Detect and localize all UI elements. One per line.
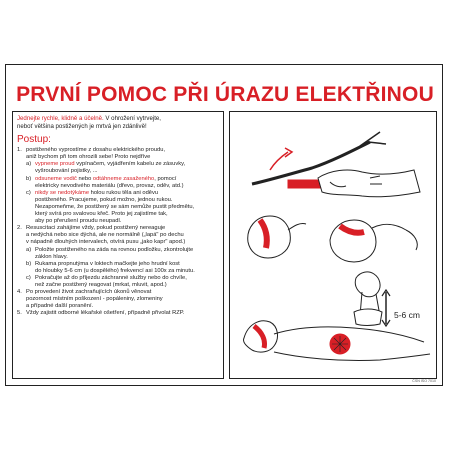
step-subitem	[26, 247, 219, 261]
subitem-highlight: vypneme proud	[35, 161, 75, 168]
subitem-highlight: odsuneme vodič	[35, 175, 77, 182]
step-text: postiženého vyprostíme z dosahu elektrického proudu,	[26, 147, 166, 154]
subitem-text: holou rukou těla ani oděvu	[89, 189, 159, 196]
step-text: a nedýchá nebo sice dýchá, ale ne normálně („lapá" po dechu	[26, 232, 184, 239]
step-text: aniž bychom při tom ohrozili sebe! Proto nejdříve	[26, 154, 151, 161]
intro-text	[17, 115, 219, 130]
subitem-text: aby po přerušení proudu neupadl.	[35, 218, 122, 225]
step-number: 4.	[17, 289, 22, 296]
postup-heading: Postup:	[17, 134, 51, 146]
depth-label: 5-6 cm	[394, 310, 420, 320]
stick-rescue-scene	[252, 132, 420, 197]
subitem-text: záklon hlavy.	[35, 253, 68, 260]
illustration-panel	[229, 111, 437, 379]
sign-title: PRVNÍ POMOC PŘI ÚRAZU ELEKTŘINOU	[16, 83, 434, 106]
subitem-highlight: nikdy se nedotýkáme	[35, 189, 90, 196]
subitem-text: Pokračujte až do příjezdu záchranné služby nebo do chvíle,	[35, 274, 187, 281]
step-text: v nápadně dlouhých intervalech, otvírá pusu „jako kapr" apod.)	[26, 239, 186, 246]
step-subitem	[26, 261, 219, 275]
subitem-text: vyšroubování pojistky, ...	[35, 168, 98, 175]
subitem-letter: b)	[26, 260, 32, 267]
step-text: a případné další poranění.	[26, 303, 94, 310]
subitem-letter: b)	[26, 175, 32, 182]
subitem-text: vypínačem, vyjádřením kabelu ze zásuvky,	[74, 161, 186, 168]
subitem-text: Položte postiženého na záda na rovnou podložku, zkontrolujte	[35, 246, 194, 253]
subitem-text: , pomocí	[154, 175, 177, 182]
step-subitem	[26, 190, 219, 225]
subitem-text: než začne postižený reagovat (mrkat, mluvit, apod.)	[35, 281, 167, 288]
subitem-text: postiženého. Pracujeme, pokud možno, jednou rukou.	[35, 196, 173, 203]
airway-scene	[248, 216, 418, 262]
subitem-highlight: odtáhneme zasaženého	[92, 175, 155, 182]
step-item	[17, 310, 219, 317]
intro-rest: V ohrožení vytrvejte,	[103, 115, 161, 122]
subitem-letter: a)	[26, 161, 32, 168]
steps-list	[17, 147, 219, 317]
instructions-panel	[12, 111, 224, 379]
warning-sign	[5, 64, 443, 386]
intro-line2: neboť většina postižených je mrtvá jen zdánlivě!	[17, 122, 147, 130]
first-aid-illustration	[230, 112, 437, 379]
step-item	[17, 289, 219, 310]
step-number: 5.	[17, 310, 22, 317]
intro-red: Jednejte rychle, klidně a účelně.	[17, 115, 104, 122]
subitem-text: který svírá pro svalovou křeč. Proto jej zajistíme tak,	[35, 211, 168, 218]
subitem-letter: c)	[26, 189, 31, 196]
step-text: pozornost místním poškození - popáleniny, zlomeniny	[26, 296, 163, 303]
step-subitem	[26, 176, 219, 190]
step-text: Vždy zajistit odborné lékařské ošetření, případně přivolat RZP.	[26, 310, 185, 317]
step-number: 1.	[17, 147, 22, 154]
step-subitem	[26, 161, 219, 175]
step-subitem	[26, 275, 219, 289]
subitem-text: nebo	[76, 175, 93, 182]
subitem-letter: a)	[26, 246, 32, 253]
sign-code: ČSN ISO 7010	[412, 379, 436, 383]
step-item	[17, 147, 219, 225]
step-item	[17, 225, 219, 289]
step-text: Po provedení život zachraňujících úkonů věnovat	[26, 289, 152, 296]
step-text: Resuscitaci zahájíme vždy, pokud postižený nereaguje	[26, 225, 166, 232]
subitem-letter: c)	[26, 274, 31, 281]
step-number: 2.	[17, 225, 22, 232]
subitem-text: Nezapomeňme, že postižený se sám nemůže pustit předmětu,	[35, 203, 195, 210]
subitem-text: elektricky nevodivého materiálu (dřevo, provaz, oděv, atd.)	[35, 182, 184, 189]
subitem-text: Rukama propnutýma v loktech mačkejte jeho hrudní kost	[35, 260, 180, 267]
subitem-text: do hloubky 5-6 cm (u dospělého) frekvencí asi 100x za minutu.	[35, 267, 195, 274]
